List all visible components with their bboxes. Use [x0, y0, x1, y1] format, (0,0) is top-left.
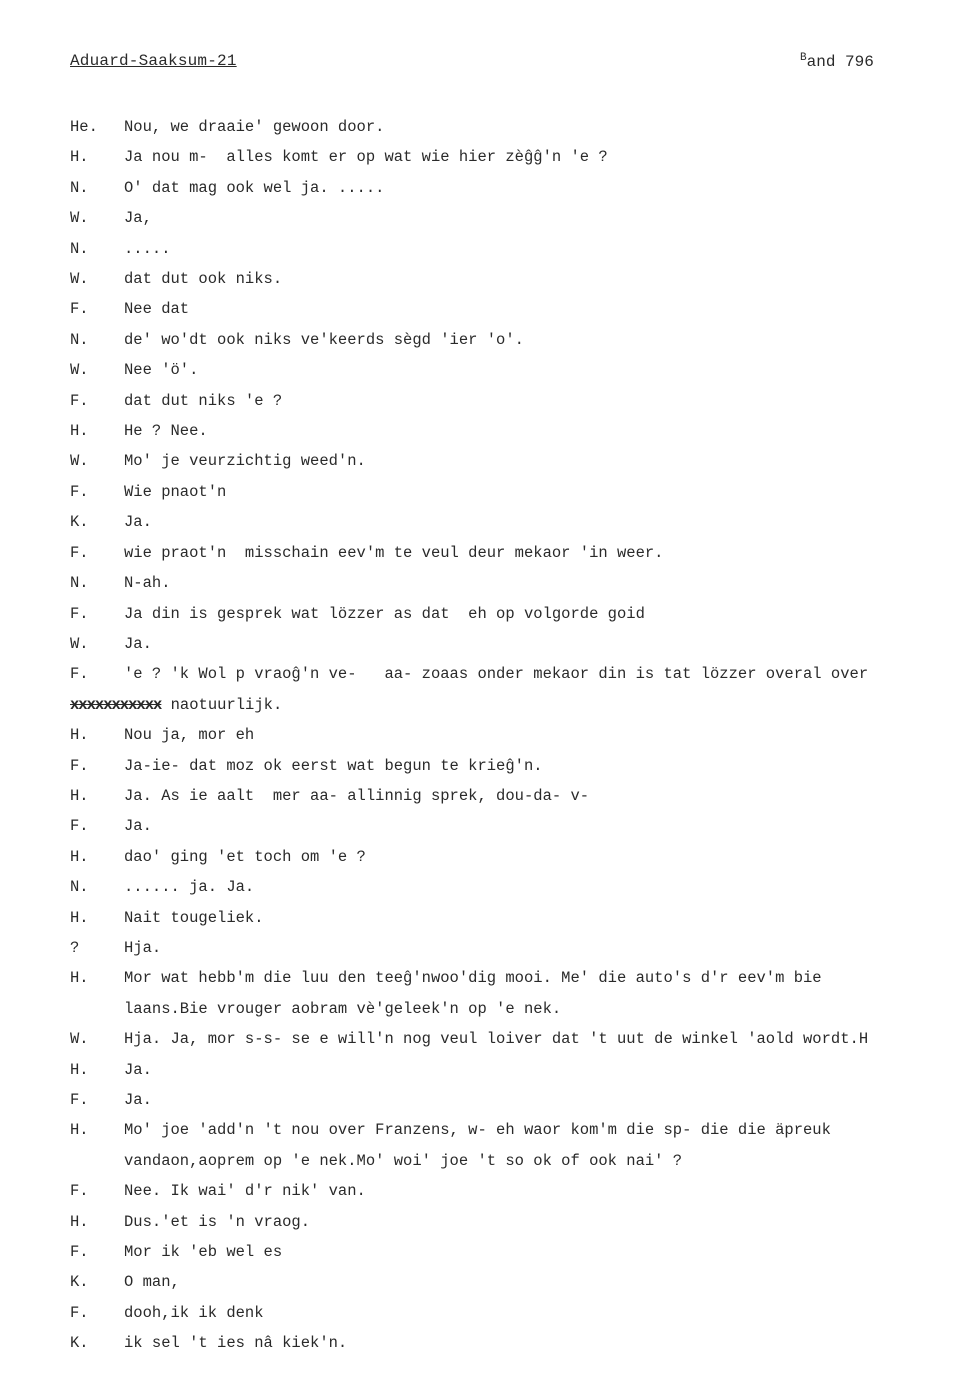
utterance-text: wie praot'n misschain eev'm te veul deur mekaor 'in weer.: [124, 543, 664, 562]
speaker-label: H.: [70, 908, 89, 927]
transcript-line: [70, 1085, 965, 1115]
utterance-text: Ja.: [124, 634, 152, 653]
transcript-line: [70, 1298, 965, 1328]
transcript-line: [70, 1115, 965, 1145]
transcript-line: [70, 811, 965, 841]
speaker-label: N.: [70, 878, 89, 897]
utterance-text: naotuurlijk.: [161, 695, 283, 714]
utterance-text: Mo' je veurzichtig weed'n.: [124, 452, 366, 471]
band-prefix: B: [800, 52, 807, 64]
utterance-text: dat dut ook niks.: [124, 270, 283, 289]
speaker-label: H.: [70, 1121, 89, 1140]
transcript-line: [70, 1024, 965, 1054]
utterance-text: ...... ja. Ja.: [124, 878, 255, 897]
utterance-text: Ja nou m- alles komt er op wat wie hier zèĝĝ'n 'e ?: [124, 148, 608, 167]
speaker-label: W.: [70, 452, 89, 471]
utterance-text: Ja.: [124, 1060, 152, 1079]
speaker-label: K.: [70, 513, 89, 532]
transcript-line: [70, 903, 965, 933]
transcript-line: [70, 446, 965, 476]
utterance-text: de' wo'dt ook niks ve'keerds sègd 'ier 'o'.: [124, 330, 524, 349]
transcript-line: [70, 142, 965, 172]
transcript-line: [70, 933, 965, 963]
speaker-label: H.: [70, 148, 89, 167]
utterance-text: Ja din is gesprek wat lözzer as dat eh op volgorde goid: [124, 604, 645, 623]
band-number: [800, 52, 874, 71]
transcript-line: [70, 1207, 965, 1237]
speaker-label: W.: [70, 1030, 89, 1049]
document-title: Aduard-Saaksum-21: [70, 52, 237, 70]
transcript-line: [70, 1267, 965, 1297]
speaker-label: H.: [70, 726, 89, 745]
utterance-text: Hja.: [124, 938, 162, 957]
speaker-label: F.: [70, 1243, 89, 1262]
utterance-text: dao' ging 'et toch om 'e ?: [124, 847, 366, 866]
speaker-label: N.: [70, 178, 89, 197]
speaker-label: F.: [70, 482, 89, 501]
transcript-line: [70, 1237, 965, 1267]
speaker-label: W.: [70, 361, 89, 380]
transcript-line-continuation: [70, 1146, 965, 1176]
speaker-label: ?: [70, 938, 80, 957]
utterance-text: He ? Nee.: [124, 422, 208, 441]
speaker-label: F.: [70, 300, 89, 319]
speaker-label: N.: [70, 330, 89, 349]
transcript-line: [70, 112, 965, 142]
utterance-text: O man,: [124, 1273, 180, 1292]
transcript-line: [70, 538, 965, 568]
speaker-label: K.: [70, 1273, 89, 1292]
utterance-text: Dus.'et is 'n vraog.: [124, 1212, 311, 1231]
transcript-line: [70, 842, 965, 872]
utterance-text: O' dat mag ook wel ja. .....: [124, 178, 385, 197]
transcript-line: [70, 203, 965, 233]
speaker-label: N.: [70, 574, 89, 593]
transcript-line: [70, 294, 965, 324]
utterance-text: Ja. As ie aalt mer aa- allinnig sprek, dou-da- v-: [124, 786, 590, 805]
transcript-line: [70, 264, 965, 294]
transcript-line-continuation: [70, 994, 965, 1024]
transcript-line: [70, 507, 965, 537]
utterance-text: Hja. Ja, mor s-s- se e will'n nog veul loiver dat 't uut de winkel 'aold wordt.H: [124, 1030, 869, 1049]
speaker-label: F.: [70, 1303, 89, 1322]
transcript-line: [70, 568, 965, 598]
transcript-line: [70, 1328, 965, 1358]
utterance-text: Wie pnaot'n: [124, 482, 227, 501]
utterance-text: Mor wat hebb'm die luu den teeĝ'nwoo'dig mooi. Me' die auto's d'r eev'm bie: [124, 969, 822, 988]
utterance-text: Nee dat: [124, 300, 190, 319]
utterance-text: Nee. Ik wai' d'r nik' van.: [124, 1182, 366, 1201]
speaker-label: F.: [70, 817, 89, 836]
speaker-label: N.: [70, 239, 89, 258]
speaker-label: F.: [70, 1091, 89, 1109]
struck-out-text: xxxxxxxxxxx: [70, 695, 162, 714]
transcript-line: [70, 629, 965, 659]
utterance-text: N-ah.: [124, 574, 171, 593]
utterance-text: Ja,: [124, 209, 152, 228]
speaker-label: H.: [70, 1060, 89, 1079]
speaker-label: W.: [70, 634, 89, 653]
utterance-text: Mo' joe 'add'n 't nou over Franzens, w- eh waor kom'm die sp- die die äpreuk: [124, 1121, 831, 1140]
speaker-label: F.: [70, 665, 89, 684]
speaker-label: F.: [70, 391, 89, 410]
speaker-label: F.: [70, 1182, 89, 1201]
speaker-label: He.: [70, 118, 98, 136]
speaker-label: F.: [70, 543, 89, 562]
transcript-line-continuation: [70, 690, 965, 720]
utterance-text: dooh,ik ik denk: [124, 1303, 264, 1322]
transcript-line: [70, 234, 965, 264]
speaker-label: H.: [70, 422, 89, 441]
transcript-line: [70, 1176, 965, 1206]
utterance-text: Ja.: [124, 513, 152, 532]
utterance-text: Mor ik 'eb wel es: [124, 1243, 283, 1262]
transcript-line: [70, 963, 965, 993]
speaker-label: H.: [70, 969, 89, 988]
speaker-label: W.: [70, 270, 89, 289]
transcript-line: [70, 416, 965, 446]
utterance-text: laans.Bie vrouger aobram vè'geleek'n op 'e nek.: [124, 999, 562, 1018]
transcript-line: [70, 599, 965, 629]
speaker-label: K.: [70, 1334, 89, 1353]
transcript-line: [70, 325, 965, 355]
utterance-text: 'e ? 'k Wol p vraoĝ'n ve- aa- zoaas onder mekaor din is tat lözzer overal over: [124, 665, 869, 684]
transcript-line: [70, 720, 965, 750]
utterance-text: Ja.: [124, 817, 152, 836]
transcript-line: [70, 1055, 965, 1085]
speaker-label: H.: [70, 786, 89, 805]
utterance-text: .....: [124, 239, 171, 258]
utterance-text: Nou, we draaie' gewoon door.: [124, 118, 385, 136]
speaker-label: H.: [70, 1212, 89, 1231]
utterance-text: Nee 'ö'.: [124, 361, 199, 380]
transcript-line: [70, 477, 965, 507]
transcript-line: [70, 659, 965, 689]
speaker-label: W.: [70, 209, 89, 228]
transcript-line: [70, 355, 965, 385]
transcript-line: [70, 751, 965, 781]
utterance-text: Nou ja, mor eh: [124, 726, 255, 745]
utterance-text: dat dut niks 'e ?: [124, 391, 283, 410]
transcript-line: [70, 386, 965, 416]
transcript-line: [70, 872, 965, 902]
transcript-body: [70, 112, 965, 1359]
utterance-text: Nait tougeliek.: [124, 908, 264, 927]
utterance-text: Ja.: [124, 1091, 152, 1109]
speaker-label: H.: [70, 847, 89, 866]
band-rest: and 796: [806, 53, 874, 71]
transcript-line: [70, 781, 965, 811]
transcript-line: [70, 173, 965, 203]
utterance-text: vandaon,aoprem op 'e nek.Mo' woi' joe 't so ok of ook nai' ?: [124, 1151, 683, 1170]
speaker-label: F.: [70, 604, 89, 623]
speaker-label: F.: [70, 756, 89, 775]
utterance-text: Ja-ie- dat moz ok eerst wat begun te krieĝ'n.: [124, 756, 543, 775]
utterance-text: ik sel 't ies nâ kiek'n.: [124, 1334, 348, 1353]
